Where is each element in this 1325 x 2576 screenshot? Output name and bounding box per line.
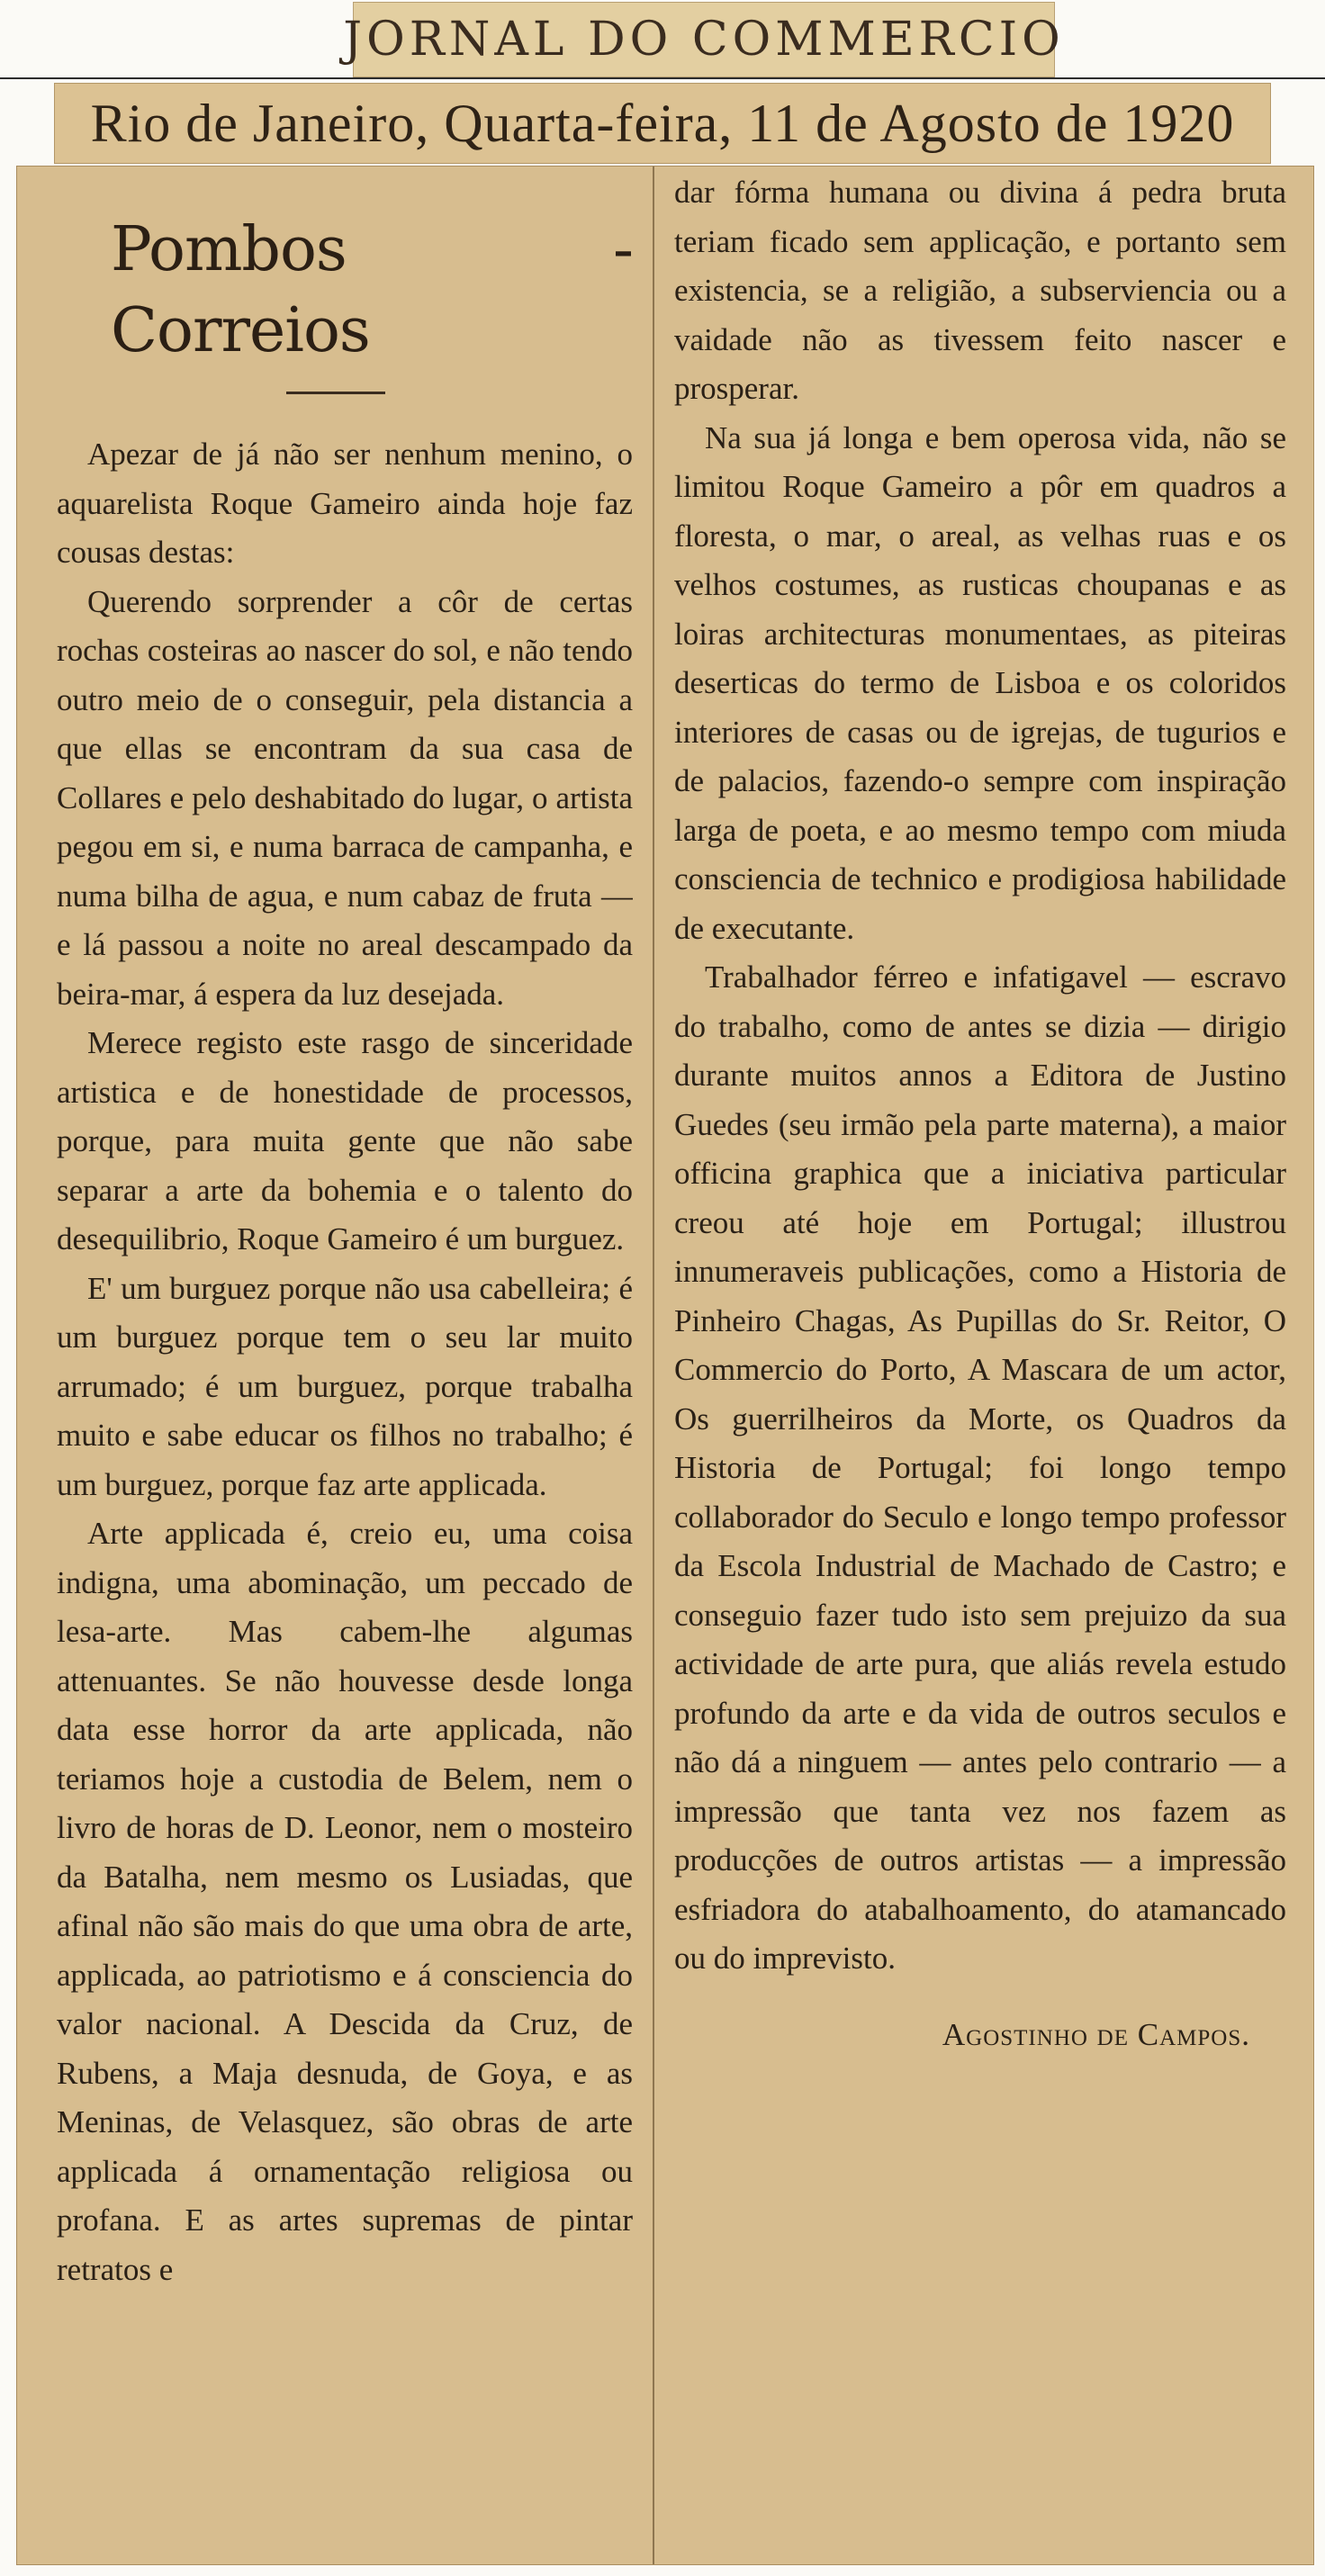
- article-paragraph: Na sua já longa e bem operosa vida, não se limitou Roque Gameiro a pôr em quadros a floresta, o mar, o areal, as velhas ruas e os velhos costumes, as rusticas choupanas e as loiras architecturas monumentaes, as piteiras deserticas do termo de Lisboa e os coloridos interiores de casas ou de igrejas, de tugurios e de palacios, fazendo-o sempre com inspiração larga de poeta, e ao mesmo tempo com miuda consciencia de technico e prodigiosa habilidade de executante.: [674, 419, 1286, 946]
- article-clipping: [16, 166, 1314, 2565]
- article-paragraph: dar fórma humana ou divina á pedra bruta teriam ficado sem applicação, e portanto sem existencia, se a religião, a subserviencia ou a vaidade não as tivessem feito nascer e prosperar.: [674, 175, 1286, 406]
- article-column-right: [674, 168, 1286, 2553]
- masthead-rule: [0, 77, 1325, 79]
- article-paragraph: Apezar de já não ser nenhum menino, o aquarelista Roque Gameiro ainda hoje faz cousas destas:: [57, 437, 633, 570]
- dateline-strip: [54, 83, 1271, 164]
- headline-rule: [286, 392, 385, 394]
- article-paragraph: Querendo sorprender a côr de certas rochas costeiras ao nascer do sol, e não tendo outro meio de o conseguir, pela distancia a que ellas se encontram da sua casa de Collares e pelo deshabitado do lugar, o artista pegou em si, e numa barraca de campanha, e numa bilha de agua, e num cabaz de fruta — e lá passou a noite no areal descampado da beira-mar, á espera da luz desejada.: [57, 583, 633, 1012]
- newspaper-masthead: [343, 2, 1065, 77]
- masthead-title: JORNAL DO COMMERCIO: [343, 13, 1065, 67]
- article-headline: Pombos - Correios: [111, 214, 633, 366]
- article-column-left: [57, 183, 633, 2568]
- article-paragraph: Trabalhador férreo e infatigavel — escravo do trabalho, como de antes se dizia — dirigio durante muitos annos a Editora de Justino Guedes (seu irmão pela parte materna), a maior officina graphica que a iniciativa particular creou até hoje em Portugal; illustrou innumeraveis publicações, como a Historia de Pinheiro Chagas, As Pupillas do Sr. Reitor, O Commercio do Porto, A Mascara de um actor, Os guerrilheiros da Morte, os Quadros da Historia de Portugal; foi longo tempo collaborador do Seculo e longo tempo professor da Escola Industrial de Machado de Castro; e conseguio fazer tudo isto sem prejuizo da sua actividade de arte pura, que aliás revela estudo profundo da arte e da vida de outros seculos e não dá a ninguem — antes pelo contrario — a impressão que tanta vez nos fazem as producções de outros artistas — a impressão esfriadora do atabalhoamento, do atamancado ou do imprevisto.: [674, 959, 1286, 1976]
- article-paragraph: Arte applicada é, creio eu, uma coisa indigna, uma abominação, um peccado de lesa-arte. Mas cabem-lhe algumas attenuantes. Se não houvesse desde longa data esse horror da arte applicada, não teriamos hoje a custodia de Belem, nem o livro de horas de D. Leonor, nem o mosteiro da Batalha, nem mesmo os Lusiadas, que afinal não são mais do que uma obra de arte, applicada, ao patriotismo e á consciencia do valor nacional. A Descida da Cruz, de Rubens, a Maja desnuda, de Goya, e as Meninas, de Velasquez, são obras de arte applicada á ornamentação religiosa ou profana. E as artes supremas de pintar retratos e: [57, 1516, 633, 2287]
- author-signature: Agostinho de Campos.: [942, 2016, 1250, 2052]
- article-paragraph: E' um burguez porque não usa cabelleira; é um burguez porque tem o seu lar muito arrumado; é um burguez, porque trabalha muito e sabe educar os filhos no trabalho; é um burguez, porque faz arte applicada.: [57, 1270, 633, 1502]
- article-paragraph: Merece registo este rasgo de sinceridade artistica e de honestidade de processos, porque, para muita gente que não sabe separar a arte da bohemia e o talento do desequilibrio, Roque Gameiro é um burguez.: [57, 1025, 633, 1256]
- dateline-text: Rio de Janeiro, Quarta-feira, 11 de Agosto de 1920: [90, 93, 1235, 153]
